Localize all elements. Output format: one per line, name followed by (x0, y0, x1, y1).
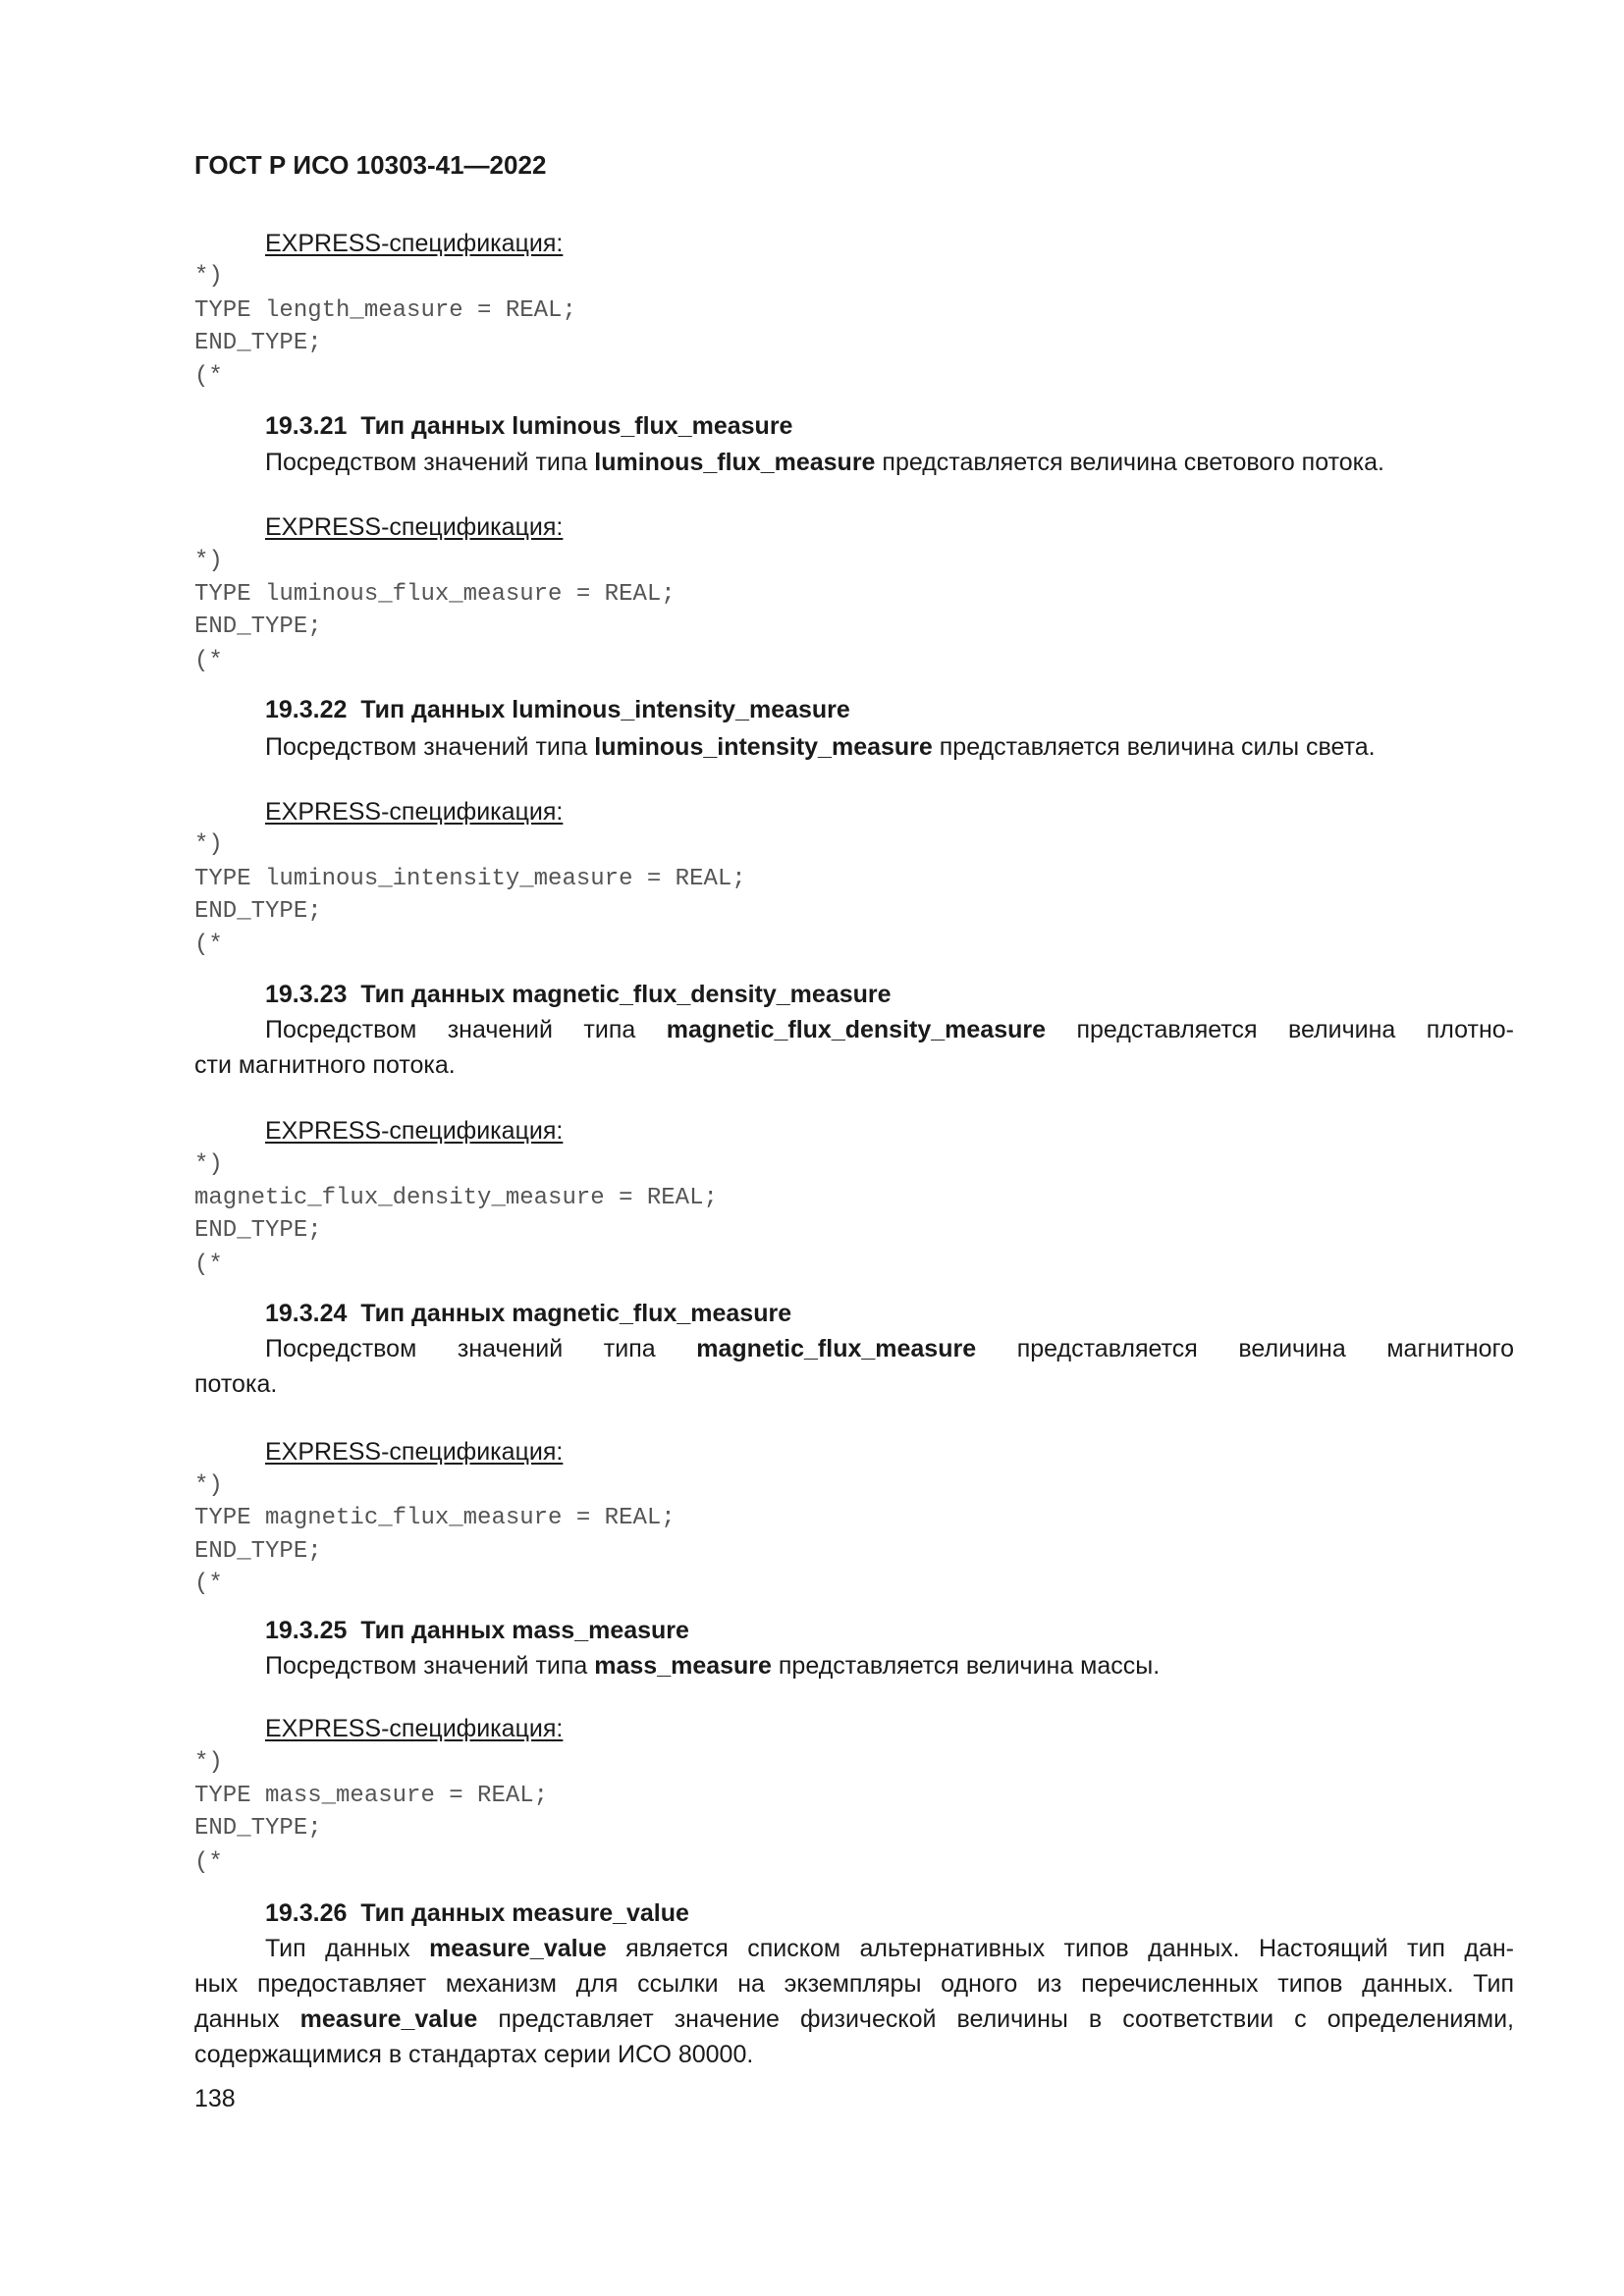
section-number: 19.3.25 (265, 1617, 348, 1644)
para-text: Посредством значений типа (265, 449, 595, 476)
paragraph-line (194, 1369, 277, 1399)
para-type-name: magnetic_flux_measure (696, 1335, 977, 1362)
para-type-name: mass_measure (594, 1652, 772, 1680)
para-text: представляется величина плотно- (1046, 1016, 1514, 1043)
section-type-name: mass_measure (512, 1617, 689, 1644)
section-title-prefix: Тип данных (360, 981, 506, 1008)
para-text: представляется величина светового потока. (875, 449, 1384, 476)
code-close: (* (194, 648, 223, 674)
para-text: представляется величина массы. (771, 1652, 1161, 1680)
code-end-type: END_TYPE; (194, 1217, 322, 1244)
code-line: TYPE magnetic_flux_measure = REAL; (194, 1505, 676, 1531)
para-type-name: luminous_intensity_measure (594, 733, 933, 761)
para-text: данных (194, 2005, 300, 2033)
para-text: Тип данных (265, 1935, 430, 1962)
section-heading (265, 1898, 689, 1928)
para-text: сти магнитного потока. (194, 1051, 456, 1079)
express-spec-label: EXPRESS-спецификация: (265, 1117, 564, 1145)
para-text: потока. (194, 1370, 278, 1398)
code-end-type: END_TYPE; (194, 898, 322, 925)
section-type-name: magnetic_flux_density_measure (512, 981, 892, 1008)
section-title-prefix: Тип данных (360, 696, 506, 723)
code-close: (* (194, 1571, 223, 1597)
paragraph-line (265, 1934, 1514, 1963)
code-open: *) (194, 548, 223, 574)
code-open: *) (194, 1472, 223, 1499)
express-spec-label: EXPRESS-спецификация: (265, 798, 564, 826)
paragraph-line (265, 1015, 1514, 1044)
paragraph-line (194, 2040, 753, 2069)
code-open: *) (194, 263, 223, 290)
paragraph-line (265, 448, 1384, 477)
paragraph-line (265, 732, 1376, 762)
section-type-name: magnetic_flux_measure (512, 1300, 792, 1327)
code-open: *) (194, 831, 223, 858)
express-spec-label: EXPRESS-спецификация: (265, 1438, 564, 1466)
page-number: 138 (194, 2085, 236, 2112)
para-type-name: measure_value (429, 1935, 607, 1962)
para-text: Посредством значений типа (265, 1335, 697, 1362)
paragraph-line (194, 2004, 1514, 2034)
code-open: *) (194, 1749, 223, 1776)
section-title-prefix: Тип данных (360, 1617, 506, 1644)
section-number: 19.3.22 (265, 696, 348, 723)
section-number: 19.3.26 (265, 1899, 348, 1927)
express-spec-label: EXPRESS-спецификация: (265, 1715, 564, 1742)
section-heading (265, 980, 892, 1009)
code-end-type: END_TYPE; (194, 614, 322, 640)
code-line: TYPE mass_measure = REAL; (194, 1783, 549, 1809)
para-text: представляется величина магнитного (976, 1335, 1514, 1362)
section-number: 19.3.21 (265, 412, 348, 440)
paragraph-line (194, 1050, 456, 1080)
document-header: ГОСТ Р ИСО 10303-41—2022 (194, 150, 547, 180)
express-spec-label: EXPRESS-спецификация: (265, 513, 564, 541)
para-text: ных предоставляет механизм для ссылки на экземпляры одного из перечисленных типов данных. Тип (194, 1970, 1514, 1998)
section-heading (265, 695, 850, 724)
section-title-prefix: Тип данных (360, 412, 506, 440)
section-number: 19.3.24 (265, 1300, 348, 1327)
section-type-name: luminous_intensity_measure (512, 696, 850, 723)
code-line: TYPE length_measure = REAL; (194, 297, 576, 324)
para-text: содержащимися в стандартах серии ИСО 80000. (194, 2041, 754, 2068)
section-type-name: luminous_flux_measure (512, 412, 793, 440)
code-line: magnetic_flux_density_measure = REAL; (194, 1185, 718, 1211)
code-line: TYPE luminous_intensity_measure = REAL; (194, 866, 746, 892)
para-type-name: magnetic_flux_density_measure (666, 1016, 1047, 1043)
section-heading (265, 1299, 791, 1328)
para-text: Посредством значений типа (265, 1016, 667, 1043)
section-title-prefix: Тип данных (360, 1899, 506, 1927)
code-end-type: END_TYPE; (194, 330, 322, 356)
code-open: *) (194, 1151, 223, 1178)
code-close: (* (194, 363, 223, 390)
para-type-name: luminous_flux_measure (594, 449, 876, 476)
paragraph-line (194, 1969, 1514, 1999)
para-text: является списком альтернативных типов данных. Настоящий тип дан- (606, 1935, 1515, 1962)
section-heading (265, 1616, 689, 1645)
section-number: 19.3.23 (265, 981, 348, 1008)
para-type-name: measure_value (299, 2005, 478, 2033)
code-line: TYPE luminous_flux_measure = REAL; (194, 581, 676, 608)
para-text: Посредством значений типа (265, 733, 595, 761)
code-close: (* (194, 1849, 223, 1876)
para-text: представляет значение физической величины в соответствии с определениями, (477, 2005, 1514, 2033)
section-title-prefix: Тип данных (360, 1300, 506, 1327)
section-heading (265, 411, 792, 441)
code-close: (* (194, 932, 223, 958)
code-end-type: END_TYPE; (194, 1815, 322, 1842)
paragraph-line (265, 1651, 1160, 1681)
para-text: представляется величина силы света. (932, 733, 1376, 761)
express-spec-label: EXPRESS-спецификация: (265, 230, 564, 257)
paragraph-line (265, 1334, 1514, 1363)
code-close: (* (194, 1252, 223, 1278)
para-text: Посредством значений типа (265, 1652, 595, 1680)
section-type-name: measure_value (512, 1899, 689, 1927)
code-end-type: END_TYPE; (194, 1538, 322, 1565)
